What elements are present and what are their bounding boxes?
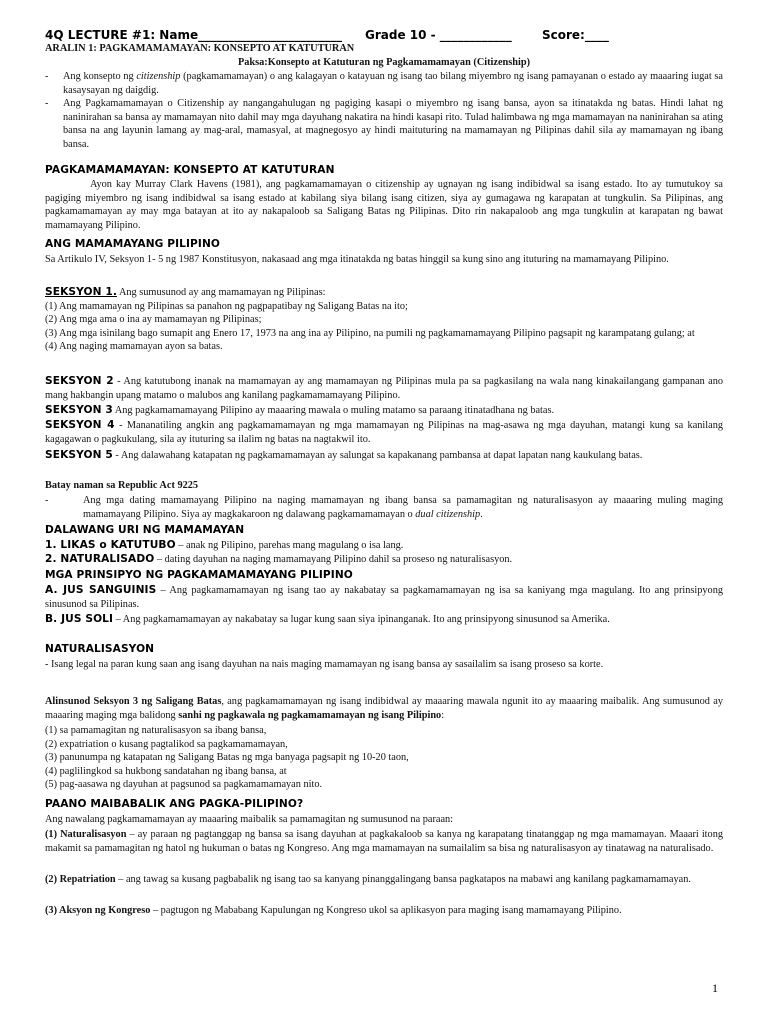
section-heading-prinsipyo: MGA PRINSIPYO NG PAGKAMAMAMAYANG PILIPINO: [45, 569, 353, 581]
intro-bullet-2: - Ang Pagkamamamayan o Citizenship ay nangangahulugan ng pagiging kasapi o miyembro ng isang bansa, ayon sa itinatakda ng batas. Hindi lahat ng naninirahan sa bansa ay mamamayan nito dahil may mga dayuhang nakatira na hindi kasapi rito. Tulad halimbawa ng mga mamamayan na naninirahan sa ating bansa na ang layunin lamang ay mag-aral, mamasyal, at magnegosyo ay hindi maituturing na mamamayan ng Pilipinas dahil sila ay mamamayan ng ibang bansa.: [45, 97, 723, 151]
ra9225-heading: Batay naman sa Republic Act 9225: [45, 480, 199, 491]
naturalisasyon-definition: - Isang legal na paran kung saan ang isang dayuhan na nais maging mamamayan ng isang bansa ay sasailalim sa isang proseso sa korte.: [45, 659, 604, 670]
score-field-label: Score:____: [542, 28, 609, 42]
ra9225-bullet: - Ang mga dating mamamayang Pilipino na naging mamamayan ng ibang bansa sa pamamagitan ng naturalisasyon ay maaaring muling maging mamamayang Pilipino. Siya ay magkakaroon ng dalawang pagkamamamayan o dual citizenship.: [45, 494, 723, 521]
seksyon-1: SEKSYON 1. Ang sumusunod ay ang mamamayan ng Pilipinas: (1) Ang mamamayan ng Pilipinas sa panahon ng pagpapatibay ng Saligang Batas na ito; (2) Ang mga ama o ina ay mamamayan ng Pilipinas; (3) Ang mga isinilang bago sumapit ang Enero 17, 1973 na ang ina ay Pilipino, na pumili ng pagkamamamayang Pilipino pagsapit ng karampatang gulang; at (4) Ang naging mamamayan ayon sa batas.: [45, 286, 723, 354]
paano-intro: Ang nawalang pagkamamamayan ay maaaring maibalik sa pamamagitan ng sumusunod na paraan:: [45, 814, 454, 825]
paksa-title: Paksa:Konsepto at Katuturan ng Pagkamamamayan (Citizenship): [237, 57, 531, 68]
paano-repatriation: (2) Repatriation – ang tawag sa kusang pagbabalik ng isang tao sa kanyang pinanggalingang bansa pagkatapos na mabawi ang kanilang pagkamamamayan.: [45, 874, 691, 885]
paano-aksyon-kongreso: (3) Aksyon ng Kongreso – pagtugon ng Mababang Kapulungan ng Kongreso ukol sa aplikasyon para maging isang mamamayang Pilipino.: [45, 905, 622, 916]
uri-item: 2. NATURALISADO – dating dayuhan na naging mamamayang Pilipino dahil sa proseso ng naturalisasyon.: [45, 552, 513, 565]
intro-bullet-1: - Ang konsepto ng citizenship (pagkamamamayan) o ang kalagayan o katayuan ng isang tao bilang miyembro ng isang pamayanan o estado ay maaaring iugat sa kasaysayan ng daigdig.: [45, 70, 723, 97]
seksyon-4: SEKSYON 4 - Mananatiling angkin ang pagkamamamayan ng mga mamamayan ng Pilipinas na mag-asawa ng mga dayuhan, matangi kung sa kanilang kagagawan o pagkukulang, sila ay ituturing sa ilalim ng batas na nagtakwil ito.: [45, 419, 723, 445]
section-heading-paano: PAANO MAIBABALIK ANG PAGKA-PILIPINO?: [45, 798, 304, 810]
seksyon-5: SEKSYON 5 - Ang dalawahang katapatan ng pagkamamamayan ay salungat sa kapakanang pambansa at dapat lapatan nang kaukulang batas.: [45, 449, 643, 461]
seksyon-1-item: (1) Ang mamamayan ng Pilipinas sa panahon ng pagpapatibay ng Saligang Batas na ito;: [45, 300, 408, 312]
seksyon-3: SEKSYON 3 Ang pagkamamamayang Pilipino ay maaaring mawala o muling matamo sa paraang itinatadhana ng batas.: [45, 404, 555, 416]
seksyon-2: SEKSYON 2 - Ang katutubong inanak na mamamayan ay ang mamamayan ng Pilipinas mula pa sa pagkasilang na wala nang kinakailangang gampanan ano mang hakbangin upang matamo o malubos ang kanilang pagkamamamayang Pilipino.: [45, 375, 723, 401]
seksyon-1-item: (2) Ang mga ama o ina ay mamamayan ng Pilipinas;: [45, 314, 262, 326]
grade-field-label: Grade 10 - ____________: [365, 28, 512, 42]
prinsipyo-jus-sanguinis: A. JUS SANGUINIS – Ang pagkamamamayan ng isang tao ay nakabatay sa pagkamamamayan ng isa sa kaniyang mga magulang. Ito ang prinsipyong sinusunod sa Pilipinas.: [45, 584, 723, 610]
seksyon-1-item: (3) Ang mga isinilang bago sumapit ang Enero 17, 1973 na ang ina ay Pilipino, na pumili ng pagkamamamayang Pilipino pagsapit ng karampatang gulang; at: [45, 327, 695, 339]
seksyon-1-item: (4) Ang naging mamamayan ayon sa batas.: [45, 341, 223, 353]
name-field-label: 4Q LECTURE #1: Name________________________: [45, 28, 343, 42]
intro-bullets: [45, 70, 723, 152]
pagkawala-item: (1) sa pamamagitan ng naturalisasyon sa ibang bansa,: [45, 725, 267, 736]
pagkawala-item: (5) pag-aasawa ng dayuhan at pagsunod sa pagkamamamayan nito.: [45, 779, 323, 791]
paano-naturalisasyon: (1) Naturalisasyon – ay paraan ng pagtanggap ng bansa sa isang dayuhan at pagkakaloob sa kanya ng karapatang tinatanggap ng mga mamamayan. Maaari itong makamit sa pamamagitan ng hatol ng hukuman o batas ng Kongreso. Ang mga mamamayan na sumailalim sa bisa ng naturalisasyon ay tinatawag na naturalisado.: [45, 829, 723, 854]
section-heading-naturalisasyon: NATURALISASYON: [45, 643, 155, 655]
page-number: 1: [712, 981, 718, 995]
seksyon-1-label: SEKSYON 1.: [45, 286, 117, 298]
section-heading-konsepto: PAGKAMAMAMAYAN: KONSEPTO AT KATUTURAN: [45, 164, 335, 176]
aralin-title: ARALIN 1: PAGKAMAMAMAYAN: KONSEPTO AT KATUTURAN: [45, 43, 355, 54]
pagkawala-list: [45, 724, 723, 792]
pagkawala-item: (3) panunumpa ng katapatan ng Saligang Batas ng mga banyaga pagsapit ng 10-20 taon,: [45, 752, 409, 764]
pagkawala-item: (4) paglilingkod sa hukbong sandatahan ng ibang bansa, at: [45, 765, 287, 777]
pagkawala-item: (2) expatriation o kusang pagtalikod sa pagkamamamayan,: [45, 738, 288, 750]
artikulo-paragraph: Sa Artikulo IV, Seksyon 1- 5 ng 1987 Konstitusyon, nakasaad ang mga itinatakda ng batas hinggil sa kung sino ang ituturing na mamamayang Pilipino.: [45, 254, 669, 265]
uri-item: 1. LIKAS o KATUTUBO – anak ng Pilipino, parehas mang magulang o isa lang.: [45, 539, 404, 551]
section-heading-mamamayang-pilipino: ANG MAMAMAYANG PILIPINO: [45, 238, 221, 250]
alinsunod-paragraph: Alinsunod Seksyon 3 ng Saligang Batas, ang pagkamamamayan ng isang indibidwal ay maaaring mawala ngunit ito ay maaaring maibalik. Ang sumusunod ay maaaring maging mga balidong sanhi ng pagkawala ng pagkamamamayan ng isang Pilipino:: [45, 696, 723, 721]
dalawang-uri-list: [45, 539, 723, 566]
prinsipyo-jus-soli: B. JUS SOLI – Ang pagkamamamayan ay nakabatay sa lugar kung saan siya ipinanganak. Ito ang prinsipyong sinusunod sa Amerika.: [45, 613, 610, 625]
section-heading-dalawang-uri: DALAWANG URI NG MAMAMAYAN: [45, 524, 245, 536]
konsepto-paragraph: Ayon kay Murray Clark Havens (1981), ang pagkamamamayan o citizenship ay ugnayan ng isang indibidwal sa isang estado. Ito ay tumutukoy sa pagiging miyembro ng isang indibidwal sa isang estado at kabilang siya bilang isang citizen, siya ay gumagawa ng karapatan at tungkulin. Sa Pilipinas, ang pagkamamamayan ay may mga batayan at ito ay nakapaloob sa Saligang Batas ng Pilipinas. Dito rin nakapaloob ang mga tungkulin at karapatan ng bawat mamamayang Pilipino.: [45, 179, 723, 231]
